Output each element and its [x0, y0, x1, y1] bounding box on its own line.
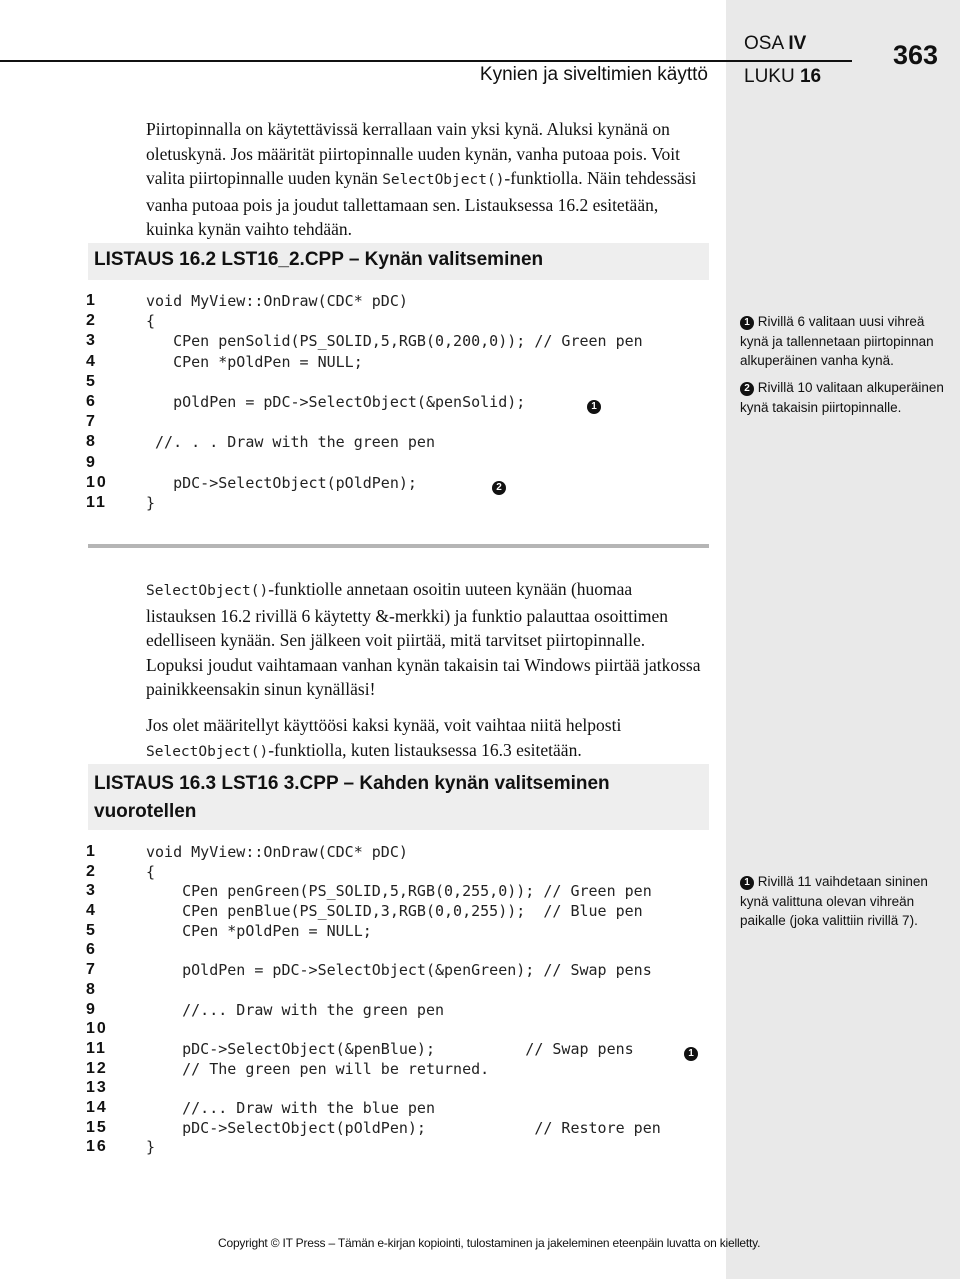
- two-pens-inline-code: SelectObject(): [146, 743, 269, 760]
- listing-16-3-code: [86, 843, 726, 1158]
- margin-note: [740, 312, 950, 371]
- line-number: 12: [86, 1059, 108, 1077]
- code-text: //. . . Draw with the green pen: [146, 433, 435, 452]
- line-number: 6: [86, 941, 95, 959]
- part-prefix: OSA: [744, 33, 784, 54]
- code-line: [86, 1060, 726, 1080]
- line-number: 11: [86, 493, 107, 511]
- line-number: 7: [86, 413, 95, 431]
- callout-marker-1: [684, 1043, 698, 1061]
- code-line: [86, 413, 726, 433]
- code-line: [86, 312, 726, 332]
- code-line: [86, 292, 726, 312]
- code-line: [86, 474, 726, 494]
- line-number: 11: [86, 1039, 107, 1057]
- code-line: [86, 393, 726, 413]
- line-number: 16: [86, 1138, 108, 1156]
- code-text: pDC->SelectObject(&penBlue); // Swap pens: [146, 1039, 634, 1058]
- marker-number: 1: [684, 1047, 698, 1061]
- note-marker: 1: [740, 876, 754, 890]
- explanation-paragraph: [146, 577, 706, 702]
- line-number: 5: [86, 921, 95, 939]
- line-number: 1: [86, 843, 95, 860]
- code-text: CPen *pOldPen = NULL;: [146, 352, 363, 371]
- code-text: }: [146, 493, 156, 512]
- code-text: void MyView::OnDraw(CDC* pDC): [146, 843, 408, 861]
- header-rule: [0, 60, 852, 62]
- listing-16-3-heading-line-2: vuorotellen: [94, 801, 197, 822]
- intro-paragraph: [146, 117, 706, 242]
- part-label: [744, 33, 806, 55]
- marker-number: 1: [587, 400, 601, 414]
- code-line: [86, 1138, 726, 1158]
- code-text: CPen penBlue(PS_SOLID,3,RGB(0,0,255)); // Blue pen: [146, 902, 643, 921]
- code-line: [86, 961, 726, 981]
- note-text: Rivillä 11 vaihdetaan sininen kynä valittuna olevan vihreän paikalle (joka valittiin rivillä 7).: [740, 874, 928, 928]
- two-pens-text-a: Jos olet määritellyt käyttöösi kaksi kynää, voit vaihtaa niitä helposti: [146, 715, 622, 735]
- listing-16-3-heading-line-1: LISTAUS 16.3 LST16 3.CPP – Kahden kynän valitseminen: [94, 773, 610, 794]
- callout-marker-2: [492, 477, 506, 495]
- code-line: [86, 373, 726, 393]
- intro-inline-code: SelectObject(): [382, 172, 505, 188]
- two-pens-text-b: -funktiolla, kuten listauksessa 16.3 esitetään.: [268, 739, 582, 760]
- line-number: 8: [86, 433, 95, 451]
- code-line: [86, 1119, 726, 1139]
- line-number: 9: [86, 1000, 95, 1018]
- explanation-text: -funktiolle annetaan osoitin uuteen kynään (huomaa listauksen 16.2 rivillä 6 käytetty &-merkki) ja funktio palauttaa osoittimen edelliseen kynään. Sen jälkeen voit piirtää, mitä tarvitset piirtopinnalle. Lopuksi joudut vaihtamaan vanhan kynän takaisin tai Windows piirtää jatkossa painikkeensakin sinun kynälläsi!: [146, 579, 701, 699]
- section-separator: [88, 544, 709, 548]
- explanation-inline-code: SelectObject(): [146, 583, 269, 599]
- code-text: //... Draw with the blue pen: [146, 1098, 435, 1117]
- intro-text-a: Piirtopinnalla on käytettävissä kerrallaan vain yksi kynä. Aluksi kynänä on oletuskynä. Jos määrität piirtopinnalle uuden kynän, vanha putoaa pois. Voit valita piirtopinnalle uuden kynän: [146, 119, 680, 188]
- code-text: CPen *pOldPen = NULL;: [146, 921, 372, 940]
- code-line: [86, 843, 726, 863]
- margin-note: [740, 872, 950, 931]
- line-number: 7: [86, 961, 95, 979]
- margin-note-band: [726, 0, 960, 1279]
- code-line: [86, 922, 726, 942]
- line-number: 15: [86, 1118, 108, 1136]
- code-text: pOldPen = pDC->SelectObject(&penGreen); // Swap pens: [146, 961, 652, 980]
- chapter-prefix: LUKU: [744, 66, 795, 87]
- line-number: 13: [86, 1079, 108, 1097]
- code-line: [86, 454, 726, 474]
- listing-16-2-code: [86, 292, 726, 514]
- marker-number: 2: [492, 481, 506, 495]
- code-text: CPen penGreen(PS_SOLID,5,RGB(0,255,0)); // Green pen: [146, 882, 652, 901]
- code-line: [86, 433, 726, 453]
- code-line: [86, 882, 726, 902]
- code-line: [86, 494, 726, 514]
- code-text: pDC->SelectObject(pOldPen);: [146, 473, 417, 492]
- line-number: 3: [86, 332, 95, 350]
- code-text: {: [146, 862, 156, 881]
- line-number: 2: [86, 862, 95, 880]
- line-number: 14: [86, 1098, 108, 1116]
- line-number: 2: [86, 312, 95, 330]
- line-number: 8: [86, 980, 95, 998]
- code-text: // The green pen will be returned.: [146, 1059, 490, 1078]
- margin-note: [740, 378, 950, 417]
- line-number: 3: [86, 882, 95, 900]
- code-text: CPen penSolid(PS_SOLID,5,RGB(0,200,0)); // Green pen: [146, 332, 643, 351]
- line-number: 9: [86, 453, 95, 471]
- code-line: [86, 1020, 726, 1040]
- line-number: 5: [86, 372, 95, 390]
- code-line: [86, 1079, 726, 1099]
- code-line: [86, 981, 726, 1001]
- code-text: pOldPen = pDC->SelectObject(&penSolid);: [146, 392, 526, 411]
- code-text: }: [146, 1138, 156, 1157]
- callout-marker-1: [587, 396, 601, 414]
- part-number: IV: [788, 33, 807, 54]
- chapter-label: [744, 66, 821, 88]
- copyright-footer: Copyright © IT Press – Tämän e-kirjan kopiointi, tulostaminen ja jakeleminen eteenpäin luvatta on kielletty.: [218, 1236, 761, 1250]
- code-text: pDC->SelectObject(pOldPen); // Restore pen: [146, 1118, 661, 1137]
- code-line: [86, 353, 726, 373]
- listing-16-2-heading: LISTAUS 16.2 LST16_2.CPP – Kynän valitseminen: [88, 243, 709, 280]
- code-line: [86, 1040, 726, 1060]
- code-line: [86, 1001, 726, 1021]
- line-number: 6: [86, 392, 95, 410]
- code-text: //... Draw with the green pen: [146, 1000, 445, 1019]
- chapter-number: 16: [799, 66, 822, 87]
- code-line: [86, 863, 726, 883]
- code-line: [86, 1099, 726, 1119]
- two-pens-paragraph: [146, 713, 706, 764]
- note-text: Rivillä 10 valitaan alkuperäinen kynä takaisin piirtopinnalle.: [740, 380, 944, 415]
- note-text: Rivillä 6 valitaan uusi vihreä kynä ja tallennetaan piirtopinnan alkuperäinen vanha kynä.: [740, 314, 934, 368]
- line-number: 10: [86, 1020, 108, 1038]
- listing-16-3-heading: [88, 764, 709, 830]
- line-number: 1: [86, 292, 95, 309]
- page-number: 363: [893, 40, 939, 70]
- code-line: [86, 332, 726, 352]
- code-line: [86, 941, 726, 961]
- line-number: 4: [86, 352, 95, 370]
- intro-text-b: -funktiolla. Näin tehdessäsi vanha putoaa pois ja joudut tallettamaan sen. Listauksessa 16.2 esitetään, kuinka kynän vaihto tehdään.: [146, 168, 697, 239]
- line-number: 4: [86, 902, 95, 920]
- code-text: void MyView::OnDraw(CDC* pDC): [146, 292, 408, 310]
- running-title: Kynien ja siveltimien käyttö: [479, 64, 708, 85]
- code-text: {: [146, 312, 156, 331]
- line-number: 10: [86, 473, 108, 491]
- note-marker: 1: [740, 316, 754, 330]
- code-line: [86, 902, 726, 922]
- note-marker: 2: [740, 382, 754, 396]
